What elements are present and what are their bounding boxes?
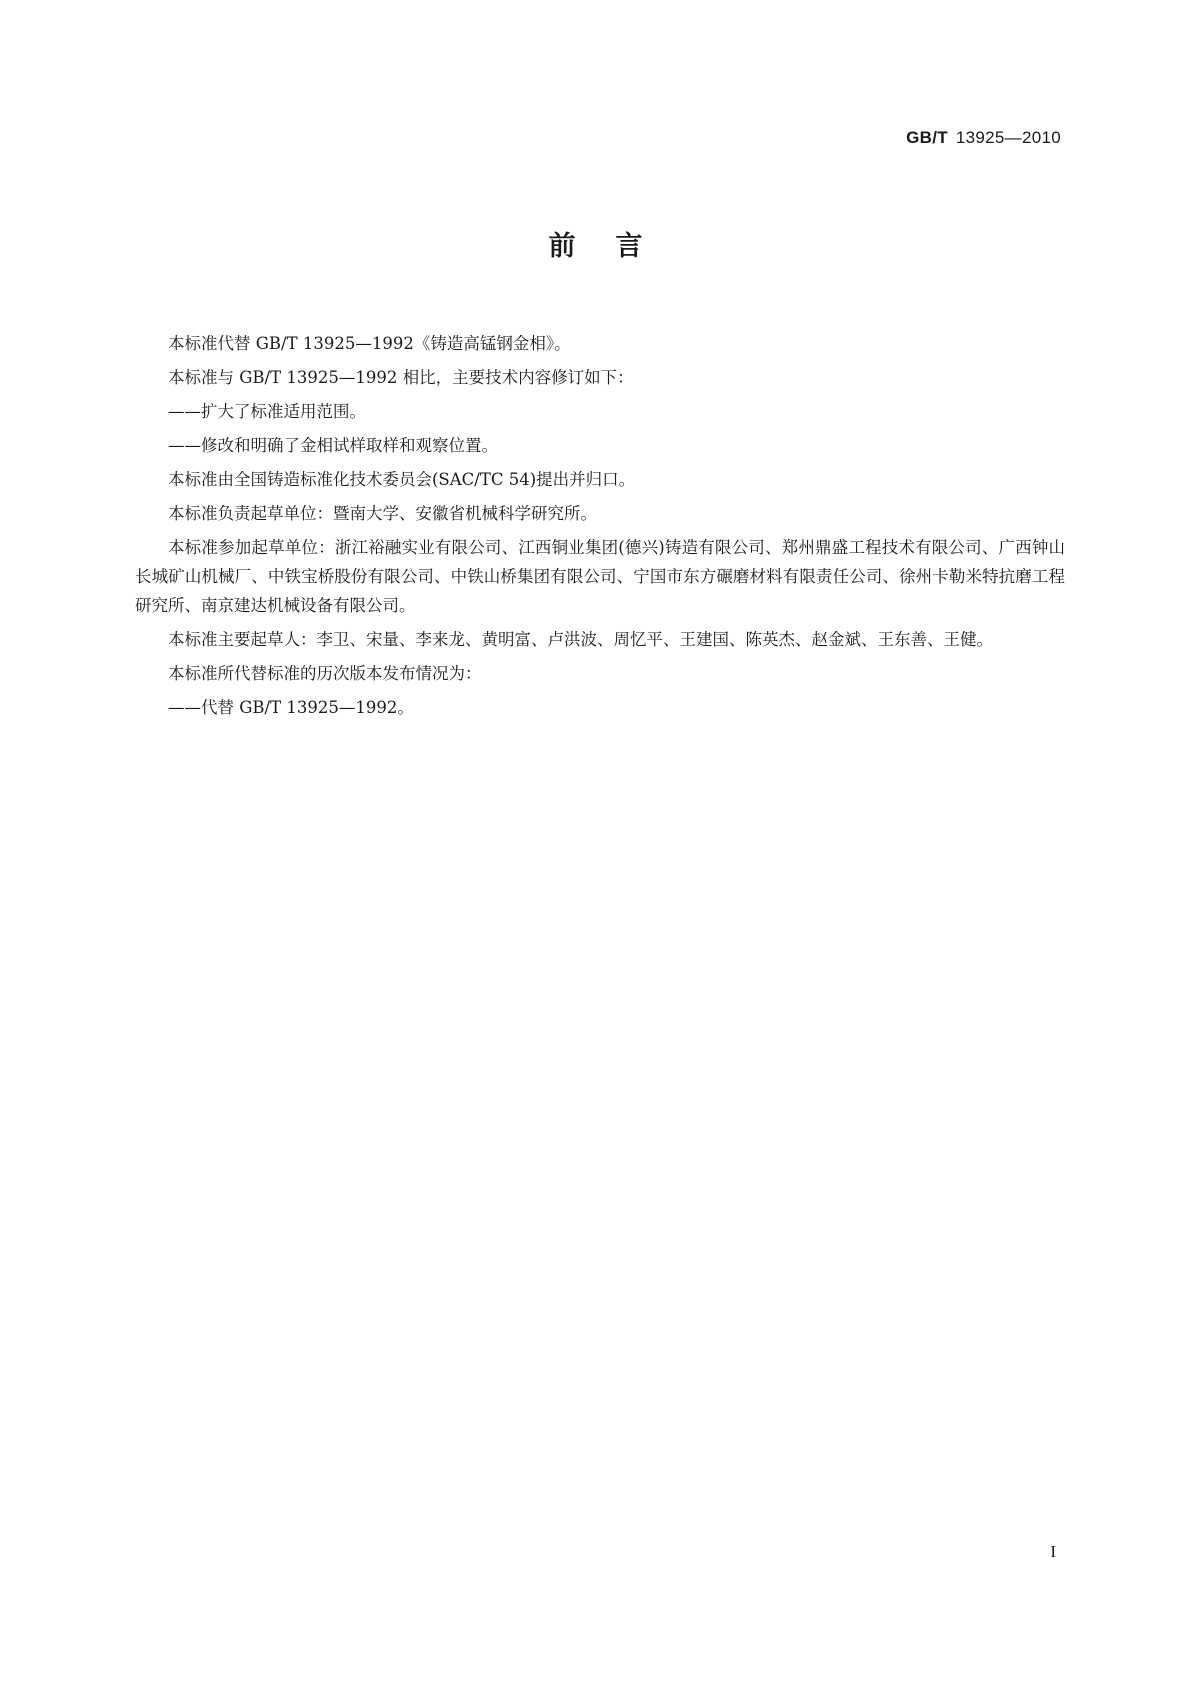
list-item-scope: ——扩大了标准适用范围。 bbox=[168, 402, 366, 421]
paragraph-replaces: 本标准代替 GB/T 13925—1992《铸造高锰钢金相》。 bbox=[168, 334, 571, 353]
foreword-body bbox=[135, 329, 1065, 727]
page-number: I bbox=[1050, 1542, 1056, 1561]
paragraph-participating-units: 本标准参加起草单位：浙江裕融实业有限公司、江西铜业集团(德兴)铸造有限公司、郑州鼎盛工程技术有限公司、广西钟山长城矿山机械厂、中铁宝桥股份有限公司、中铁山桥集团有限公司、宁国市东方碾磨材料有限责任公司、徐州卡勒米特抗磨工程研究所、南京建达机械设备有限公司。 bbox=[135, 538, 1065, 615]
list-item-sampling: ——修改和明确了金相试样取样和观察位置。 bbox=[168, 436, 498, 455]
paragraph-history-intro: 本标准所代替标准的历次版本发布情况为： bbox=[168, 664, 482, 683]
paragraph-drafters: 本标准主要起草人：李卫、宋量、李来龙、黄明富、卢洪波、周忆平、王建国、陈英杰、赵金斌、王东善、王健。 bbox=[168, 630, 993, 649]
standard-code-number: 13925—2010 bbox=[955, 128, 1061, 147]
standard-code-prefix: GB/T bbox=[906, 128, 948, 147]
standard-code bbox=[906, 128, 1061, 148]
paragraph-proposer: 本标准由全国铸造标准化技术委员会(SAC/TC 54)提出并归口。 bbox=[168, 470, 636, 489]
paragraph-responsible-units: 本标准负责起草单位：暨南大学、安徽省机械科学研究所。 bbox=[168, 504, 597, 523]
paragraph-changes-intro: 本标准与 GB/T 13925—1992 相比，主要技术内容修订如下： bbox=[168, 368, 634, 387]
page-title: 前言 bbox=[548, 231, 683, 262]
list-item-history: ——代替 GB/T 13925—1992。 bbox=[168, 698, 414, 717]
